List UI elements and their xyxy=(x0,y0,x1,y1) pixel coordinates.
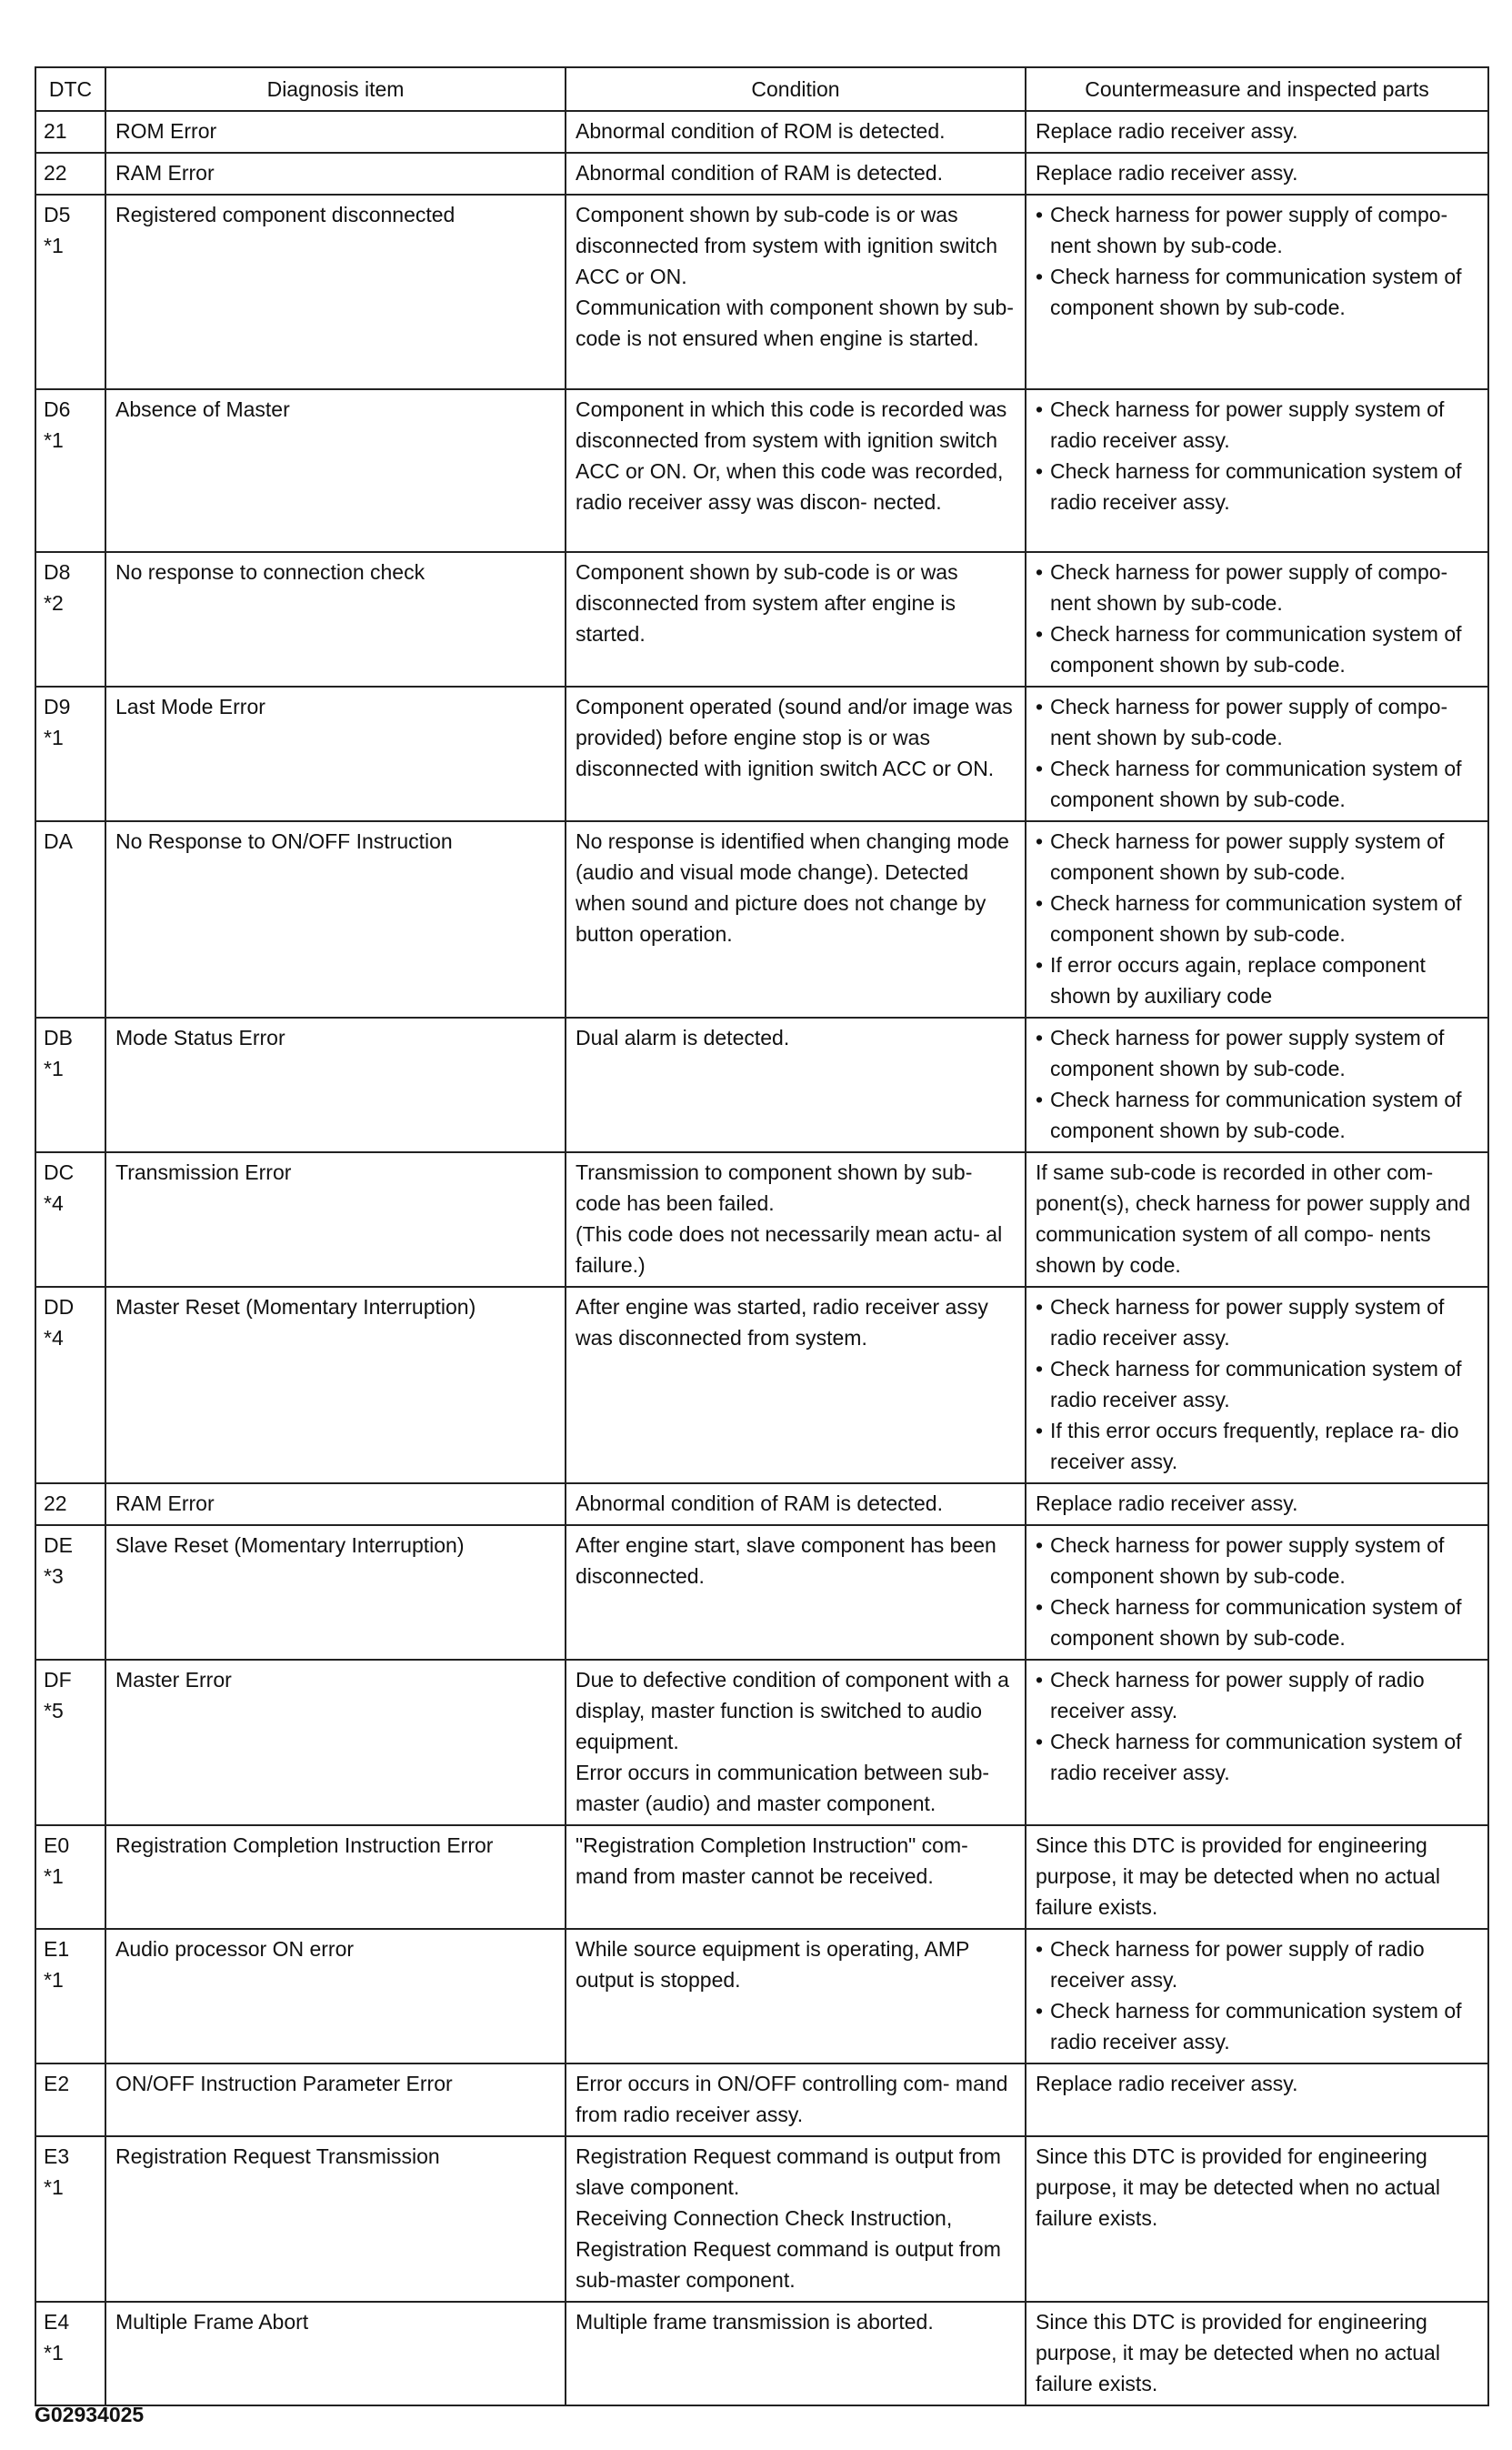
countermeasure-bullet xyxy=(1036,394,1478,456)
condition-cell xyxy=(566,1525,1026,1660)
bullet-icon: • xyxy=(1036,265,1044,288)
countermeasure-cell xyxy=(1026,1152,1488,1287)
condition-cell xyxy=(566,2302,1026,2405)
countermeasure-item-text: Check harness for power supply system of component shown by sub-code. xyxy=(1050,1533,1445,1588)
countermeasure-item-text: Replace radio receiver assy. xyxy=(1036,2072,1298,2095)
dtc-code: D9 xyxy=(44,695,71,718)
table-row xyxy=(35,1929,1488,2063)
dtc-code: 22 xyxy=(44,1491,67,1515)
countermeasure-text xyxy=(1036,2306,1478,2399)
condition-text: Abnormal condition of ROM is detected. xyxy=(576,119,946,143)
countermeasure-item-text: Check harness for communication system of component shown by sub-code. xyxy=(1050,1595,1462,1650)
bullet-icon: • xyxy=(1036,1533,1044,1557)
condition-cell xyxy=(566,153,1026,195)
countermeasure-item-text: Check harness for power supply of compo- nent shown by sub-code. xyxy=(1050,203,1448,257)
diagnosis-item-cell: Audio processor ON error xyxy=(105,1929,566,2063)
table-row xyxy=(35,1152,1488,1287)
condition-text: Communication with component shown by sub-code is not ensured when engine is started. xyxy=(576,296,1014,350)
condition-text: No response is identified when changing mode (audio and visual mode change). Detected when sound and picture does not change by button operation. xyxy=(576,829,1009,946)
header-condition: Condition xyxy=(566,67,1026,111)
dtc-code-cell xyxy=(35,153,105,195)
countermeasure-text xyxy=(1036,1830,1478,1923)
countermeasure-cell xyxy=(1026,1287,1488,1483)
countermeasure-text xyxy=(1036,2068,1478,2099)
dtc-code-cell xyxy=(35,195,105,389)
countermeasure-cell xyxy=(1026,2302,1488,2405)
countermeasure-cell xyxy=(1026,1018,1488,1152)
countermeasure-bullet xyxy=(1036,826,1478,888)
condition-text: After engine start, slave component has been disconnected. xyxy=(576,1533,996,1588)
dtc-note: *1 xyxy=(44,2341,64,2365)
countermeasure-cell xyxy=(1026,1825,1488,1929)
countermeasure-cell xyxy=(1026,1929,1488,2063)
table-row xyxy=(35,552,1488,687)
countermeasure-item-text: Check harness for communication system of radio receiver assy. xyxy=(1050,1357,1462,1411)
countermeasure-item-text: Since this DTC is provided for engineering purpose, it may be detected when no actual failure exists. xyxy=(1036,2144,1440,2230)
countermeasure-item-text: Check harness for communication system of component shown by sub-code. xyxy=(1050,891,1462,946)
dtc-code: DA xyxy=(44,829,73,853)
countermeasure-bullet xyxy=(1036,1995,1478,2057)
header-diagnosis-item: Diagnosis item xyxy=(105,67,566,111)
countermeasure-bullet xyxy=(1036,1353,1478,1415)
table-row xyxy=(35,111,1488,153)
dtc-code: DB xyxy=(44,1026,73,1049)
countermeasure-cell xyxy=(1026,195,1488,389)
table-row xyxy=(35,1825,1488,1929)
bullet-icon: • xyxy=(1036,1730,1044,1753)
countermeasure-item-text: Replace radio receiver assy. xyxy=(1036,119,1298,143)
table-row xyxy=(35,687,1488,821)
dtc-code-cell xyxy=(35,2136,105,2302)
bullet-icon: • xyxy=(1036,1595,1044,1619)
countermeasure-cell xyxy=(1026,2136,1488,2302)
bullet-icon: • xyxy=(1036,1999,1044,2023)
bullet-icon: • xyxy=(1036,1419,1044,1442)
dtc-code-cell xyxy=(35,2302,105,2405)
countermeasure-cell xyxy=(1026,2063,1488,2136)
countermeasure-item-text: Check harness for communication system of radio receiver assy. xyxy=(1050,1730,1462,1784)
countermeasure-bullet xyxy=(1036,1415,1478,1477)
condition-text: Error occurs in communication between sub-master (audio) and master component. xyxy=(576,1761,990,1815)
countermeasure-bullet xyxy=(1036,1530,1478,1591)
countermeasure-cell xyxy=(1026,1483,1488,1525)
countermeasure-item-text: Check harness for power supply system of radio receiver assy. xyxy=(1050,397,1445,452)
dtc-note: *1 xyxy=(44,1864,64,1888)
dtc-code-cell xyxy=(35,1525,105,1660)
diagnosis-item-cell: Transmission Error xyxy=(105,1152,566,1287)
dtc-code: D8 xyxy=(44,560,71,584)
condition-text: Abnormal condition of RAM is detected. xyxy=(576,1491,943,1515)
diagnosis-item-cell: ROM Error xyxy=(105,111,566,153)
countermeasure-bullet xyxy=(1036,1664,1478,1726)
bullet-icon: • xyxy=(1036,459,1044,483)
dtc-code: DF xyxy=(44,1668,72,1692)
condition-text: Registration Request command is output from slave component. xyxy=(576,2144,1001,2199)
diagnosis-item-cell: Last Mode Error xyxy=(105,687,566,821)
countermeasure-item-text: Check harness for communication system of component shown by sub-code. xyxy=(1050,265,1462,319)
condition-cell xyxy=(566,821,1026,1018)
countermeasure-item-text: Check harness for power supply system of component shown by sub-code. xyxy=(1050,829,1445,884)
countermeasure-item-text: Replace radio receiver assy. xyxy=(1036,161,1298,185)
dtc-code: 21 xyxy=(44,119,67,143)
dtc-code-cell xyxy=(35,1018,105,1152)
condition-text: Component in which this code is recorded was disconnected from system with ignition switch ACC or ON. Or, when this code was recorded, radio receiver assy was discon- nected. xyxy=(576,397,1007,514)
table-row xyxy=(35,1483,1488,1525)
countermeasure-bullet xyxy=(1036,1022,1478,1084)
condition-cell xyxy=(566,1929,1026,2063)
dtc-code-cell xyxy=(35,1483,105,1525)
countermeasure-cell xyxy=(1026,389,1488,552)
condition-text: (This code does not necessarily mean actu- al failure.) xyxy=(576,1222,1003,1277)
condition-cell xyxy=(566,1152,1026,1287)
condition-text: After engine was started, radio receiver assy was disconnected from system. xyxy=(576,1295,988,1350)
countermeasure-bullet xyxy=(1036,753,1478,815)
countermeasure-bullet xyxy=(1036,199,1478,261)
table-row xyxy=(35,195,1488,389)
dtc-code-cell xyxy=(35,687,105,821)
countermeasure-bullet xyxy=(1036,691,1478,753)
dtc-note: *1 xyxy=(44,2175,64,2199)
countermeasure-bullet xyxy=(1036,1726,1478,1788)
condition-cell xyxy=(566,1018,1026,1152)
dtc-code: DE xyxy=(44,1533,73,1557)
dtc-code: 22 xyxy=(44,161,67,185)
bullet-icon: • xyxy=(1036,953,1044,977)
diagnosis-item-cell: Mode Status Error xyxy=(105,1018,566,1152)
dtc-table xyxy=(35,66,1489,2406)
countermeasure-item-text: Since this DTC is provided for engineering purpose, it may be detected when no actual failure exists. xyxy=(1036,1833,1440,1919)
dtc-code: E2 xyxy=(44,2072,70,2095)
countermeasure-item-text: Check harness for power supply system of component shown by sub-code. xyxy=(1050,1026,1445,1080)
table-row xyxy=(35,1660,1488,1825)
countermeasure-text xyxy=(1036,2141,1478,2234)
countermeasure-text xyxy=(1036,1488,1478,1519)
dtc-code-cell xyxy=(35,1660,105,1825)
countermeasure-item-text: Check harness for power supply of compo- nent shown by sub-code. xyxy=(1050,695,1448,749)
countermeasure-cell xyxy=(1026,687,1488,821)
bullet-icon: • xyxy=(1036,1088,1044,1111)
table-body xyxy=(35,111,1488,2405)
condition-cell xyxy=(566,687,1026,821)
table-row xyxy=(35,389,1488,552)
condition-text: Error occurs in ON/OFF controlling com- mand from radio receiver assy. xyxy=(576,2072,1008,2126)
diagnosis-item-cell: No Response to ON/OFF Instruction xyxy=(105,821,566,1018)
bullet-icon: • xyxy=(1036,1026,1044,1049)
condition-text: Multiple frame transmission is aborted. xyxy=(576,2310,934,2334)
countermeasure-text xyxy=(1036,157,1478,188)
diagnosis-item-cell: Registration Completion Instruction Error xyxy=(105,1825,566,1929)
dtc-code: D5 xyxy=(44,203,71,226)
bullet-icon: • xyxy=(1036,829,1044,853)
dtc-note: *3 xyxy=(44,1564,64,1588)
countermeasure-item-text: Check harness for power supply system of radio receiver assy. xyxy=(1050,1295,1445,1350)
countermeasure-item-text: Replace radio receiver assy. xyxy=(1036,1491,1298,1515)
diagnosis-item-cell: Registered component disconnected xyxy=(105,195,566,389)
countermeasure-bullet xyxy=(1036,557,1478,618)
bullet-icon: • xyxy=(1036,695,1044,718)
condition-cell xyxy=(566,2136,1026,2302)
countermeasure-item-text: Check harness for power supply of compo- nent shown by sub-code. xyxy=(1050,560,1448,615)
countermeasure-item-text: Check harness for communication system of radio receiver assy. xyxy=(1050,459,1462,514)
dtc-code: DC xyxy=(44,1160,75,1184)
dtc-code-cell xyxy=(35,552,105,687)
dtc-code: DD xyxy=(44,1295,75,1319)
bullet-icon: • xyxy=(1036,1357,1044,1381)
countermeasure-item-text: If this error occurs frequently, replace ra- dio receiver assy. xyxy=(1050,1419,1459,1473)
dtc-note: *2 xyxy=(44,591,64,615)
countermeasure-item-text: Check harness for communication system of component shown by sub-code. xyxy=(1050,1088,1462,1142)
dtc-code-cell xyxy=(35,1825,105,1929)
figure-id: G02934025 xyxy=(35,2403,145,2426)
diagnosis-item-cell: Multiple Frame Abort xyxy=(105,2302,566,2405)
bullet-icon: • xyxy=(1036,203,1044,226)
countermeasure-bullet xyxy=(1036,618,1478,680)
diagnosis-item-cell: No response to connection check xyxy=(105,552,566,687)
countermeasure-bullet xyxy=(1036,456,1478,517)
condition-cell xyxy=(566,2063,1026,2136)
condition-cell xyxy=(566,1483,1026,1525)
table-row xyxy=(35,1018,1488,1152)
bullet-icon: • xyxy=(1036,1295,1044,1319)
countermeasure-item-text: Check harness for communication system of radio receiver assy. xyxy=(1050,1999,1462,2053)
countermeasure-bullet xyxy=(1036,261,1478,323)
dtc-note: *4 xyxy=(44,1326,64,1350)
diagnosis-item-cell: Master Error xyxy=(105,1660,566,1825)
table-row xyxy=(35,2302,1488,2405)
condition-text: Component shown by sub-code is or was disconnected from system after engine is started. xyxy=(576,560,958,646)
countermeasure-item-text: Since this DTC is provided for engineering purpose, it may be detected when no actual failure exists. xyxy=(1036,2310,1440,2395)
countermeasure-bullet xyxy=(1036,1591,1478,1653)
dtc-code-cell xyxy=(35,2063,105,2136)
countermeasure-item-text: Check harness for communication system of component shown by sub-code. xyxy=(1050,622,1462,677)
bullet-icon: • xyxy=(1036,757,1044,780)
countermeasure-cell xyxy=(1026,111,1488,153)
bullet-icon: • xyxy=(1036,560,1044,584)
table-row xyxy=(35,2063,1488,2136)
countermeasure-text xyxy=(1036,1157,1478,1280)
bullet-icon: • xyxy=(1036,397,1044,421)
condition-text: Component operated (sound and/or image was provided) before engine stop is or was disconnected with ignition switch ACC or ON. xyxy=(576,695,1013,780)
table-row xyxy=(35,1525,1488,1660)
table-header-row xyxy=(35,67,1488,111)
dtc-note: *4 xyxy=(44,1191,64,1215)
dtc-code-cell xyxy=(35,1929,105,2063)
diagnosis-item-cell: ON/OFF Instruction Parameter Error xyxy=(105,2063,566,2136)
dtc-note: *1 xyxy=(44,1057,64,1080)
diagnosis-item-cell: Absence of Master xyxy=(105,389,566,552)
condition-text: While source equipment is operating, AMP output is stopped. xyxy=(576,1937,969,1992)
diagnosis-item-cell: Slave Reset (Momentary Interruption) xyxy=(105,1525,566,1660)
countermeasure-item-text: If error occurs again, replace component shown by auxiliary code xyxy=(1050,953,1426,1008)
countermeasure-cell xyxy=(1026,1660,1488,1825)
countermeasure-cell xyxy=(1026,153,1488,195)
countermeasure-bullet xyxy=(1036,1933,1478,1995)
dtc-note: *1 xyxy=(44,1968,64,1992)
condition-text: Dual alarm is detected. xyxy=(576,1026,790,1049)
diagnosis-item-cell: RAM Error xyxy=(105,153,566,195)
bullet-icon: • xyxy=(1036,1937,1044,1961)
header-dtc: DTC xyxy=(35,67,105,111)
dtc-code: E3 xyxy=(44,2144,70,2168)
dtc-note: *1 xyxy=(44,726,64,749)
condition-cell xyxy=(566,1287,1026,1483)
dtc-code-cell xyxy=(35,1152,105,1287)
countermeasure-cell xyxy=(1026,552,1488,687)
condition-text: Component shown by sub-code is or was disconnected from system with ignition switch ACC or ON. xyxy=(576,203,998,288)
diagnosis-item-cell: Registration Request Transmission xyxy=(105,2136,566,2302)
countermeasure-bullet xyxy=(1036,1291,1478,1353)
dtc-code-cell xyxy=(35,111,105,153)
dtc-code-cell xyxy=(35,389,105,552)
countermeasure-bullet xyxy=(1036,888,1478,949)
diagnosis-item-cell: RAM Error xyxy=(105,1483,566,1525)
bullet-icon: • xyxy=(1036,891,1044,915)
bullet-icon: • xyxy=(1036,622,1044,646)
dtc-code: E4 xyxy=(44,2310,70,2334)
countermeasure-item-text: If same sub-code is recorded in other com- ponent(s), check harness for power supply and communication system of all compo- nents shown by code. xyxy=(1036,1160,1471,1277)
condition-text: "Registration Completion Instruction" com- mand from master cannot be received. xyxy=(576,1833,968,1888)
condition-cell xyxy=(566,1825,1026,1929)
diagnosis-item-cell: Master Reset (Momentary Interruption) xyxy=(105,1287,566,1483)
condition-text: Abnormal condition of RAM is detected. xyxy=(576,161,943,185)
dtc-code-cell xyxy=(35,1287,105,1483)
dtc-note: *1 xyxy=(44,428,64,452)
table-row xyxy=(35,153,1488,195)
condition-cell xyxy=(566,552,1026,687)
condition-cell xyxy=(566,1660,1026,1825)
condition-text: Due to defective condition of component with a display, master function is switched to audio equipment. xyxy=(576,1668,1009,1753)
condition-text: Receiving Connection Check Instruction, Registration Request command is output from sub-master component. xyxy=(576,2206,1001,2292)
bullet-icon: • xyxy=(1036,1668,1044,1692)
countermeasure-bullet xyxy=(1036,1084,1478,1146)
dtc-code: E1 xyxy=(44,1937,70,1961)
header-countermeasure: Countermeasure and inspected parts xyxy=(1026,67,1488,111)
countermeasure-cell xyxy=(1026,821,1488,1018)
countermeasure-item-text: Check harness for communication system of component shown by sub-code. xyxy=(1050,757,1462,811)
condition-cell xyxy=(566,389,1026,552)
table-row xyxy=(35,1287,1488,1483)
countermeasure-bullet xyxy=(1036,949,1478,1011)
table-row xyxy=(35,821,1488,1018)
countermeasure-text xyxy=(1036,115,1478,146)
table-row xyxy=(35,2136,1488,2302)
dtc-code: D6 xyxy=(44,397,71,421)
countermeasure-cell xyxy=(1026,1525,1488,1660)
condition-cell xyxy=(566,195,1026,389)
countermeasure-item-text: Check harness for power supply of radio receiver assy. xyxy=(1050,1937,1425,1992)
dtc-note: *5 xyxy=(44,1699,64,1722)
dtc-code-cell xyxy=(35,821,105,1018)
dtc-note: *1 xyxy=(44,234,64,257)
countermeasure-item-text: Check harness for power supply of radio receiver assy. xyxy=(1050,1668,1425,1722)
condition-text: Transmission to component shown by sub- code has been failed. xyxy=(576,1160,973,1215)
dtc-code: E0 xyxy=(44,1833,70,1857)
condition-cell xyxy=(566,111,1026,153)
